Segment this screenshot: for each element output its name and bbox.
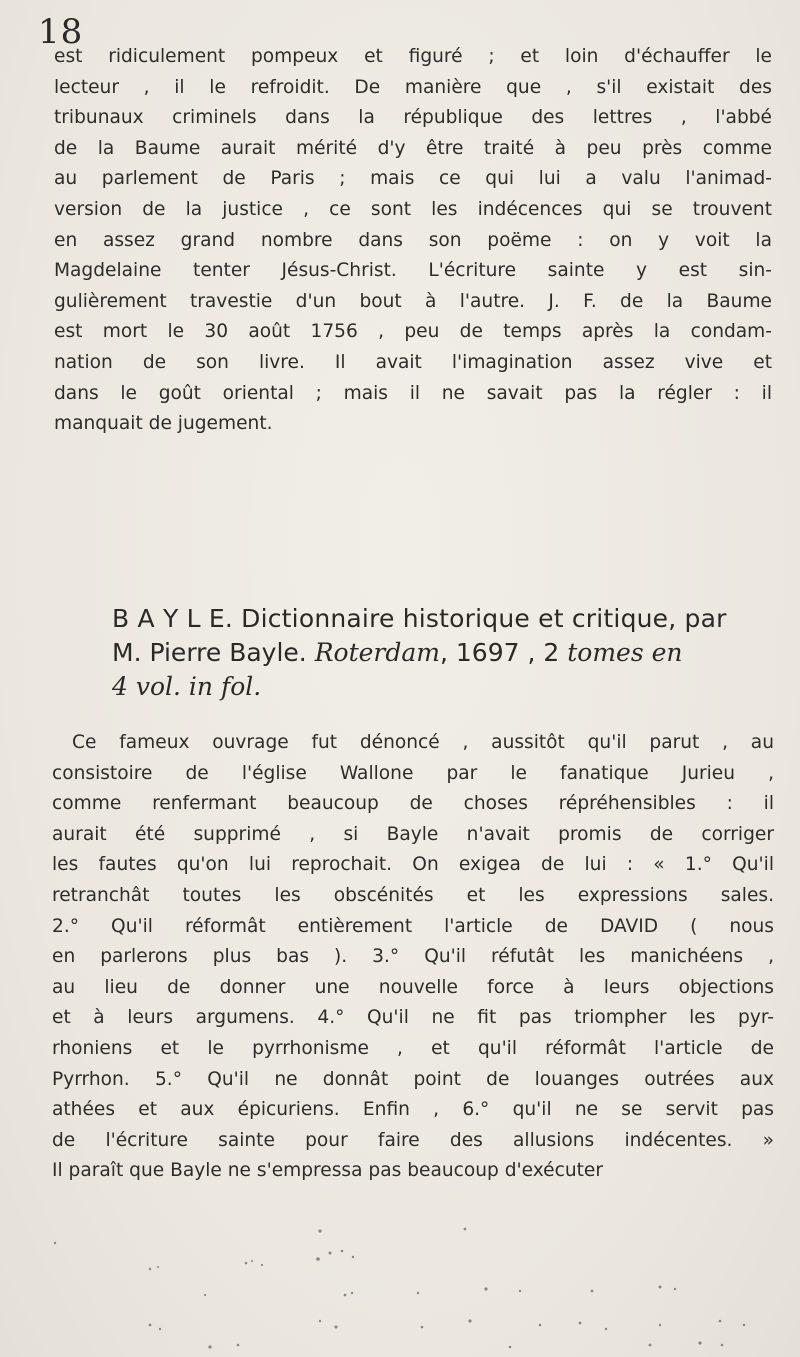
text-line: comme renfermant beaucoup de choses répréhensibles : il <box>52 793 774 815</box>
text-line: de l'écriture sainte pour faire des allusions indécentes. » <box>52 1129 774 1151</box>
text-line: Ce fameux ouvrage fut dénoncé , aussitôt qu'il parut , au <box>72 732 774 753</box>
text-line: les fautes qu'on lui reprochait. On exigea de lui : « 1.° Qu'il <box>52 854 774 876</box>
entry-heading <box>112 602 782 704</box>
text-line: en parlerons plus bas ). 3.° Qu'il réfutât les manichéens , <box>52 946 774 968</box>
text-line: retranchât toutes les obscénités et les expressions sales. <box>52 884 774 906</box>
text-line: Pyrrhon. 5.° Qu'il ne donnât point de louanges outrées aux <box>52 1068 774 1090</box>
text-line: au parlement de Paris ; mais ce qui lui a valu l'animad- <box>54 168 772 190</box>
entry-place: Roterdam <box>314 638 440 667</box>
text-line: en assez grand nombre dans son poëme : on y voit la <box>54 229 772 251</box>
text-line: nation de son livre. Il avait l'imagination assez vive et <box>54 351 772 373</box>
page-number: 18 <box>38 12 84 52</box>
entry-heading-line-2 <box>112 636 782 670</box>
text-line: est mort le 30 août 1756 , peu de temps après la condam- <box>54 321 772 343</box>
text-line: est ridiculement pompeux et figuré ; et loin d'échauffer le <box>54 46 772 67</box>
entry-title: Dictionnaire historique et critique, par <box>241 604 727 633</box>
entry-heading-line-3 <box>112 670 782 704</box>
text-line: Il paraît que Bayle ne s'empressa pas beaucoup d'exécuter <box>52 1160 604 1182</box>
text-line: et à leurs argumens. 4.° Qu'il ne fit pas triompher les pyr- <box>52 1007 774 1029</box>
text-line: version de la justice , ce sont les indécences qui se trouvent <box>54 198 772 220</box>
text-line: tribunaux criminels dans la république des lettres , l'abbé <box>54 107 772 129</box>
entry-year: , 1697 , 2 <box>440 638 560 667</box>
entry-author: M. Pierre Bayle. <box>112 638 307 667</box>
text-line: consistoire de l'église Wallone par le fanatique Jurieu , <box>52 762 774 784</box>
text-line: de la Baume aurait mérité d'y être traité à peu près comme <box>54 137 772 159</box>
entry-format: 4 vol. in fol. <box>112 672 262 701</box>
paragraph-bayle <box>52 728 774 1187</box>
text-line: 2.° Qu'il réformât entièrement l'article de DAVID ( nous <box>52 915 774 937</box>
text-line: rhoniens et le pyrrhonisme , et qu'il réformât l'article de <box>52 1037 774 1059</box>
entry-name: B A Y L E. <box>112 604 233 633</box>
text-line: au lieu de donner une nouvelle force à leurs objections <box>52 976 774 998</box>
text-line: aurait été supprimé , si Bayle n'avait promis de corriger <box>52 823 774 845</box>
paragraph-baume <box>54 42 772 440</box>
text-line: athées et aux épicuriens. Enfin , 6.° qu'il ne se servit pas <box>52 1099 774 1121</box>
entry-tomes: tomes en <box>567 638 683 667</box>
text-line: Magdelaine tenter Jésus-Christ. L'écriture sainte y est sin- <box>54 260 772 282</box>
text-line: dans le goût oriental ; mais il ne savait pas la régler : il <box>54 382 772 404</box>
text-line: gulièrement travestie d'un bout à l'autre. J. F. de la Baume <box>54 290 772 312</box>
entry-heading-line-1 <box>112 602 782 636</box>
text-line: manquait de jugement. <box>54 413 273 435</box>
ink-specks <box>0 1217 800 1357</box>
text-line: lecteur , il le refroidit. De manière que , s'il existait des <box>54 76 772 98</box>
